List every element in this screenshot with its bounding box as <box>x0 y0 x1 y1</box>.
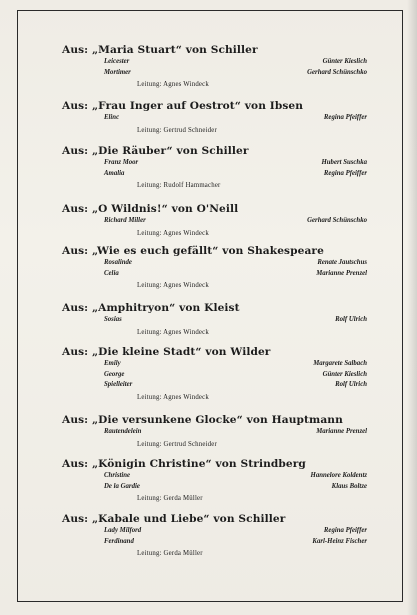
role-name: Lady Milford <box>104 527 142 534</box>
actor-name: Karl-Heinz Fischer <box>312 537 367 545</box>
actor-name: Regina Pfeiffer <box>323 114 367 121</box>
actor-name: Margarete Salbach <box>313 360 367 367</box>
role-name: Franz Moor <box>104 159 139 166</box>
role-name: Emily <box>104 360 121 367</box>
actor-name: Marianne Prenzel <box>316 269 367 277</box>
actor-name: Gerhard Schünschko <box>307 68 367 76</box>
direction-line: Leitung: Agnes Windeck <box>137 81 209 88</box>
actor-name: Rolf Ulrich <box>335 381 367 388</box>
play-title: Aus: „Die Räuber“ von Schiller <box>62 145 249 157</box>
role-name: De la Gardie <box>104 482 140 490</box>
actor-name: Regina Pfeiffer <box>323 169 367 177</box>
actor-name: Marianne Prenzel <box>316 428 367 435</box>
direction-line: Leitung: Gerda Müller <box>137 550 203 557</box>
direction-line: Leitung: Gerda Müller <box>137 495 203 502</box>
role-name: Sosias <box>104 316 122 323</box>
direction-line: Leitung: Agnes Windeck <box>137 229 209 237</box>
role-name: Celia <box>104 269 119 277</box>
role-name: Leicester <box>104 58 130 65</box>
actor-name: Gerhard Schünschko <box>307 217 367 224</box>
role-name: Mortimer <box>104 68 131 76</box>
play-title: Aus: „Maria Stuart“ von Schiller <box>62 44 258 56</box>
direction-line: Leitung: Agnes Windeck <box>137 328 209 336</box>
role-name: Ferdinand <box>104 537 134 545</box>
actor-name: Klaus Boltze <box>331 482 367 490</box>
role-name: Rautendelein <box>104 428 142 435</box>
play-title: Aus: „Wie es euch gefällt“ von Shakespeare <box>62 245 324 257</box>
actor-name: Rolf Ulrich <box>335 316 367 323</box>
actor-name: Günter Kieslich <box>322 370 367 378</box>
direction-line: Leitung: Agnes Windeck <box>137 393 209 401</box>
role-name: Richard Miller <box>104 217 146 224</box>
actor-name: Hannelore Koldentz <box>310 472 367 479</box>
play-title: Aus: „Die versunkene Glocke“ von Hauptmann <box>62 414 343 426</box>
play-title: Aus: „Amphitryon“ von Kleist <box>62 302 240 314</box>
direction-line: Leitung: Rudolf Hammacher <box>137 182 221 189</box>
direction-line: Leitung: Gertrud Schneider <box>137 126 217 134</box>
actor-name: Renate Jautschus <box>317 259 367 266</box>
actor-name: Hubert Suschka <box>321 159 367 166</box>
play-title: Aus: „Frau Inger auf Oestrot“ von Ibsen <box>62 100 304 112</box>
role-name: Amalia <box>104 169 125 177</box>
play-title: Aus: „Die kleine Stadt“ von Wilder <box>62 346 271 358</box>
role-name: Christine <box>104 472 131 479</box>
direction-line: Leitung: Gertrud Schneider <box>137 440 217 448</box>
play-title: Aus: „Kabale und Liebe“ von Schiller <box>62 513 286 525</box>
role-name: Rosalinde <box>104 259 132 266</box>
direction-line: Leitung: Agnes Windeck <box>137 282 209 289</box>
play-title: Aus: „O Wildnis!“ von O'Neill <box>62 203 239 215</box>
play-title: Aus: „Königin Christine“ von Strindberg <box>62 458 306 470</box>
role-name: Spielleiter <box>104 381 133 388</box>
role-name: George <box>104 370 125 378</box>
actor-name: Günter Kieslich <box>322 58 367 65</box>
role-name: Elinc <box>104 114 120 121</box>
actor-name: Regina Pfeiffer <box>323 527 367 534</box>
